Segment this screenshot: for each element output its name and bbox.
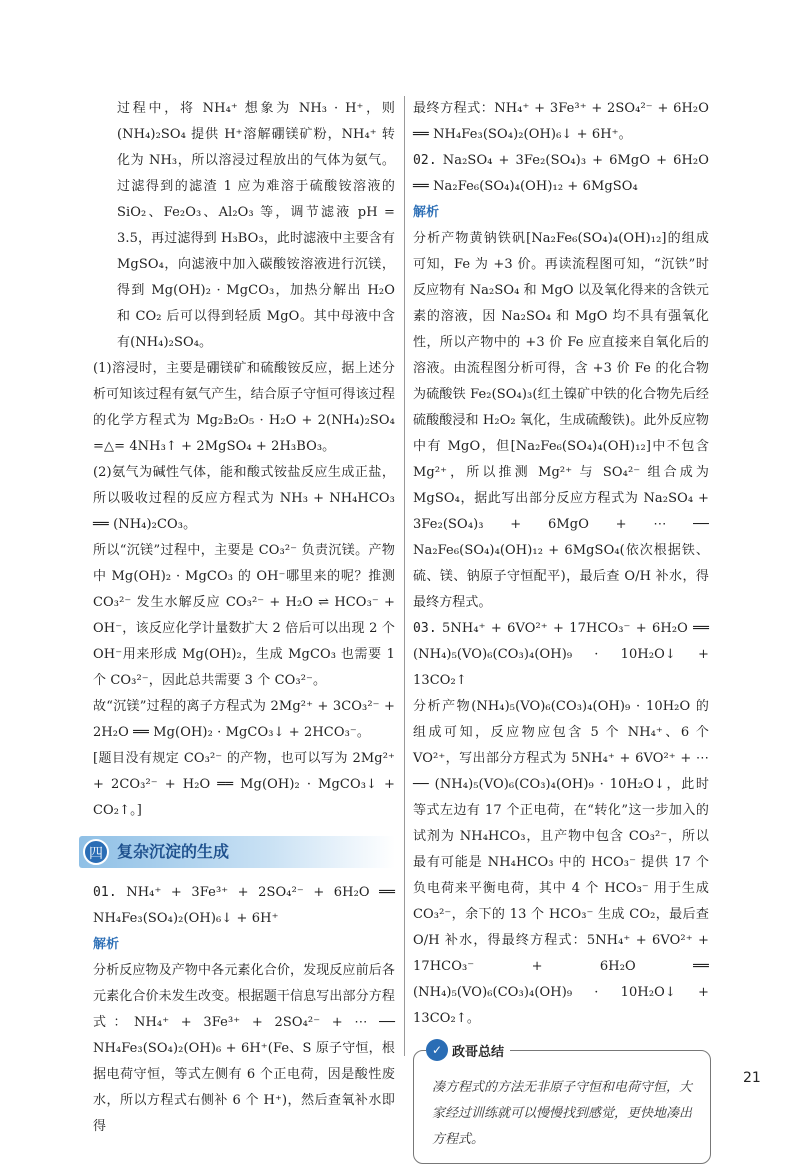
question-01-analysis-text: 分析反应物及产物中各元素化合价，发现反应前后各元素化合价未发生改变。根据题干信息写出部分方程式：NH₄⁺ + 3Fe³⁺ + 2SO₄²⁻ + ⋯ ── NH₄Fe₃(SO₄)₂(OH)₆ + 6H⁺(Fe、S 原子守恒，根据电荷守恒，等式左侧有 6 个正电荷，因是酸性废水，所以方程式右侧补 6 个 H⁺)，然后查氧补水即得 bbox=[93, 963, 395, 1134]
analysis-paragraph-1: 过程中，将 NH₄⁺ 想象为 NH₃ · H⁺，则 (NH₄)₂SO₄ 提供 H⁺溶解硼镁矿粉，NH₄⁺ 转化为 NH₃，所以溶浸过程放出的气体为氨气。过滤得到的滤渣 1 应为难溶于硫酸铵溶液的 SiO₂、Fe₂O₃、Al₂O₃ 等，调节滤液 pH = 3.5，再过滤得到 H₃BO₃，此时滤液中主要含有 MgSO₄，向滤液中加入碳酸铵溶液进行沉镁，得到 Mg(OH)₂ · MgCO₃，加热分解出 H₂O 和 CO₂ 后可以得到轻质 MgO。其中母液中含有(NH₄)₂SO₄。 bbox=[117, 101, 395, 350]
analysis-paragraph-4: 所以“沉镁”过程中，主要是 CO₃²⁻ 负责沉镁。产物中 Mg(OH)₂ · MgCO₃ 的 OH⁻哪里来的呢？推测 CO₃²⁻ 发生水解反应 CO₃²⁻ + H₂O ⇌ HCO₃⁻ + OH⁻，该反应化学计量数扩大 2 倍后可以出现 2 个 OH⁻用来形成 Mg(OH)₂，生成 MgCO₃ 也需要 1 个 CO₃²⁻，因此总共需要 3 个 CO₃²⁻。 bbox=[93, 543, 395, 688]
section-number-badge: 四 bbox=[83, 839, 109, 865]
checkmark-badge-icon: ✓ bbox=[426, 1039, 448, 1061]
section-title: 复杂沉淀的生成 bbox=[117, 842, 230, 861]
question-03-answer bbox=[413, 616, 709, 694]
question-02-analysis-label: 解析 bbox=[413, 205, 440, 220]
right-column bbox=[413, 96, 709, 1164]
left-column bbox=[89, 96, 395, 1140]
section-header bbox=[79, 836, 395, 868]
summary-tag bbox=[426, 1039, 510, 1061]
question-01-answer bbox=[93, 880, 395, 932]
question-02-equation: Na₂SO₄ + 3Fe₂(SO₄)₃ + 6MgO + 6H₂O ══ Na₂Fe₆(SO₄)₄(OH)₁₂ + 6MgSO₄ bbox=[413, 153, 709, 194]
column-divider bbox=[404, 96, 405, 1056]
question-03-analysis-text: 分析产物(NH₄)₅(VO)₆(CO₃)₄(OH)₉ · 10H₂O 的组成可知，反应物应包含 5 个 NH₄⁺、6 个 VO²⁺，写出部分方程式为 5NH₄⁺ + 6VO²⁺ + ⋯ ── (NH₄)₅(VO)₆(CO₃)₄(OH)₉ · 10H₂O↓，此时等式左边有 17 个正电荷，在“转化”这一步加入的试剂为 NH₄HCO₃，且产物中包含 CO₃²⁻，所以最有可能是 NH₄HCO₃ 中的 HCO₃⁻ 提供 17 个负电荷来平衡电荷，其中 4 个 HCO₃⁻ 用于生成 CO₃²⁻，余下的 13 个 HCO₃⁻ 生成 CO₂，最后查 O/H 补水，得最终方程式：5NH₄⁺ + 6VO²⁺ + 17HCO₃⁻ + 6H₂O ══ (NH₄)₅(VO)₆(CO₃)₄(OH)₉ · 10H₂O↓ + 13CO₂↑。 bbox=[413, 699, 709, 1026]
question-01-analysis-label: 解析 bbox=[93, 937, 120, 952]
question-01-equation: NH₄⁺ + 3Fe³⁺ + 2SO₄²⁻ + 6H₂O ══ NH₄Fe₃(SO₄)₂(OH)₆↓ + 6H⁺ bbox=[93, 885, 395, 926]
analysis-paragraph-6: [题目没有规定 CO₃²⁻ 的产物，也可以写为 2Mg²⁺ + 2CO₃²⁻ + H₂O ══ Mg(OH)₂ · MgCO₃↓ + CO₂↑。] bbox=[93, 751, 395, 818]
question-02-analysis-text: 分析产物黄钠铁矾[Na₂Fe₆(SO₄)₄(OH)₁₂]的组成可知，Fe 为 +3 价。再读流程图可知，“沉铁”时反应物有 Na₂SO₄ 和 MgO 以及氧化得来的含铁元素的溶液，因 Na₂SO₄ 和 MgO 均不具有强氧化性，所以产物中的 +3 价 Fe 应直接来自氧化后的溶液。由流程图分析可得，含 +3 价 Fe 的化合物为硫酸铁 Fe₂(SO₄)₃(红土镍矿中铁的化合物先后经硫酸酸浸和 H₂O₂ 氧化，生成硫酸铁)。此外反应物中有 MgO，但[Na₂Fe₆(SO₄)₄(OH)₁₂]中不包含 Mg²⁺，所以推测 Mg²⁺ 与 SO₄²⁻ 组合成为 MgSO₄，据此写出部分反应方程式为 Na₂SO₄ + 3Fe₂(SO₄)₃ + 6MgO + ⋯ ── Na₂Fe₆(SO₄)₄(OH)₁₂ + 6MgSO₄(依次根据铁、硫、镁、钠原子守恒配平)，最后查 O/H 补水，得最终方程式。 bbox=[413, 231, 709, 610]
page-number: 21 bbox=[743, 1070, 761, 1086]
question-03-number: 03. bbox=[413, 621, 437, 636]
question-01-number: 01. bbox=[93, 885, 117, 900]
analysis-paragraph-5: 故“沉镁”过程的离子方程式为 2Mg²⁺ + 3CO₃²⁻ + 2H₂O ══ Mg(OH)₂ · MgCO₃↓ + 2HCO₃⁻。 bbox=[93, 699, 395, 740]
question-01-analysis-tail: 最终方程式：NH₄⁺ + 3Fe³⁺ + 2SO₄²⁻ + 6H₂O ══ NH₄Fe₃(SO₄)₂(OH)₆↓ + 6H⁺。 bbox=[413, 101, 709, 142]
summary-title: 政哥总结 bbox=[452, 1044, 505, 1060]
analysis-paragraph-2: (1)溶浸时，主要是硼镁矿和硫酸铵反应，据上述分析可知该过程有氨气产生，结合原子守恒可得该过程的化学方程式为 Mg₂B₂O₅ · H₂O + 2(NH₄)₂SO₄ =△= 4NH₃↑ + 2MgSO₄ + 2H₃BO₃。 bbox=[93, 361, 395, 454]
summary-box bbox=[413, 1043, 711, 1164]
question-02-number: 02. bbox=[413, 153, 437, 168]
analysis-paragraph-3: (2)氨气为碱性气体，能和酸式铵盐反应生成正盐，所以吸收过程的反应方程式为 NH₃ + NH₄HCO₃ ══ (NH₄)₂CO₃。 bbox=[93, 465, 395, 532]
question-03-equation: 5NH₄⁺ + 6VO²⁺ + 17HCO₃⁻ + 6H₂O ══ (NH₄)₅(VO)₆(CO₃)₄(OH)₉ · 10H₂O↓ + 13CO₂↑ bbox=[413, 621, 710, 688]
question-02-answer bbox=[413, 148, 709, 200]
summary-text: 凑方程式的方法无非原子守恒和电荷守恒，大家经过训练就可以慢慢找到感觉，更快地凑出方程式。 bbox=[432, 1080, 693, 1147]
